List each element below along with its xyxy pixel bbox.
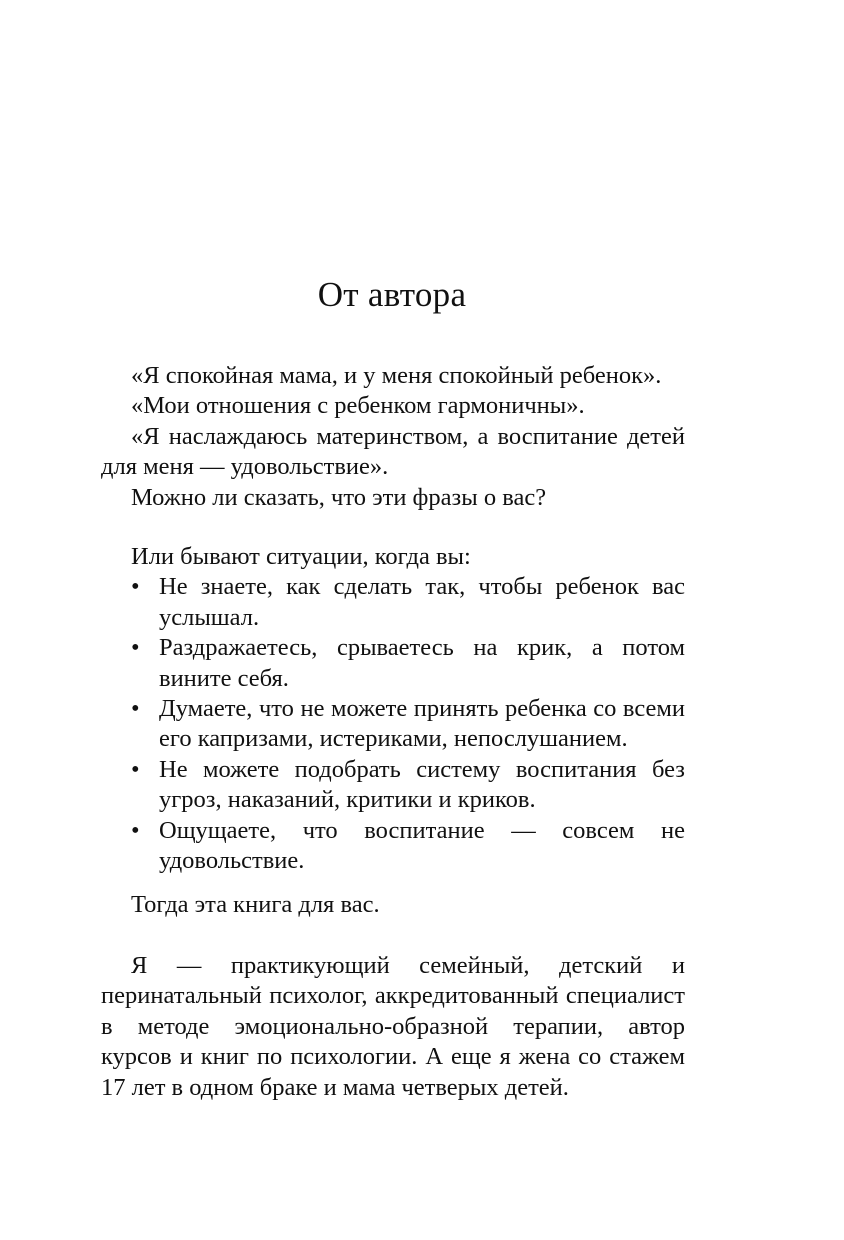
- list-item: [101, 572, 685, 633]
- bullet-icon: •: [131, 573, 140, 601]
- bullet-icon: •: [131, 755, 140, 783]
- author-paragraph: Я — практикующий семейный, детский и перинатальный психолог, аккредитованный специалист в методе эмоционально-образной терапии, автор курсов и книг по психологии. А еще я жена со стажем 17 лет в одном браке и мама четверых детей.: [101, 952, 685, 1101]
- list-item-text: Думаете, что не можете принять ребенка со всеми его капризами, истериками, непослушанием.: [159, 695, 685, 753]
- list-item-text: Не знаете, как сделать так, чтобы ребенок вас услышал.: [159, 573, 685, 631]
- bullet-icon: •: [131, 634, 140, 662]
- conclusion-block: [101, 890, 685, 920]
- chapter-title: От автора: [317, 275, 467, 314]
- bullet-icon: •: [131, 816, 140, 844]
- bullet-icon: •: [131, 695, 140, 723]
- list-item: [101, 633, 685, 694]
- quote-line: «Я наслаждаюсь материнством, а воспитание детей для меня — удовольствие».: [101, 422, 685, 481]
- situations-block: [101, 542, 685, 876]
- quote-line: «Мои отношения с ребенком гармоничны».: [131, 392, 585, 420]
- question-line: Можно ли сказать, что эти фразы о вас?: [131, 483, 547, 511]
- situations-list: [101, 572, 685, 876]
- conclusion-text: Тогда эта книга для вас.: [131, 891, 380, 918]
- list-item: [101, 755, 685, 816]
- author-block: [101, 951, 685, 1103]
- situations-intro: Или бывают ситуации, когда вы:: [131, 543, 471, 570]
- list-item-text: Не можете подобрать систему воспитания без угроз, наказаний, критики и криков.: [159, 755, 685, 814]
- quote-line: «Я спокойная мама, и у меня спокойный ребенок».: [131, 362, 662, 389]
- quotes-block: [101, 361, 685, 513]
- list-item: [101, 694, 685, 755]
- list-item-text: Ощущаете, что воспитание — совсем не удовольствие.: [159, 816, 685, 875]
- list-item-text: Раздражаетесь, срываетесь на крик, а потом вините себя.: [159, 634, 685, 692]
- list-item: [101, 816, 685, 877]
